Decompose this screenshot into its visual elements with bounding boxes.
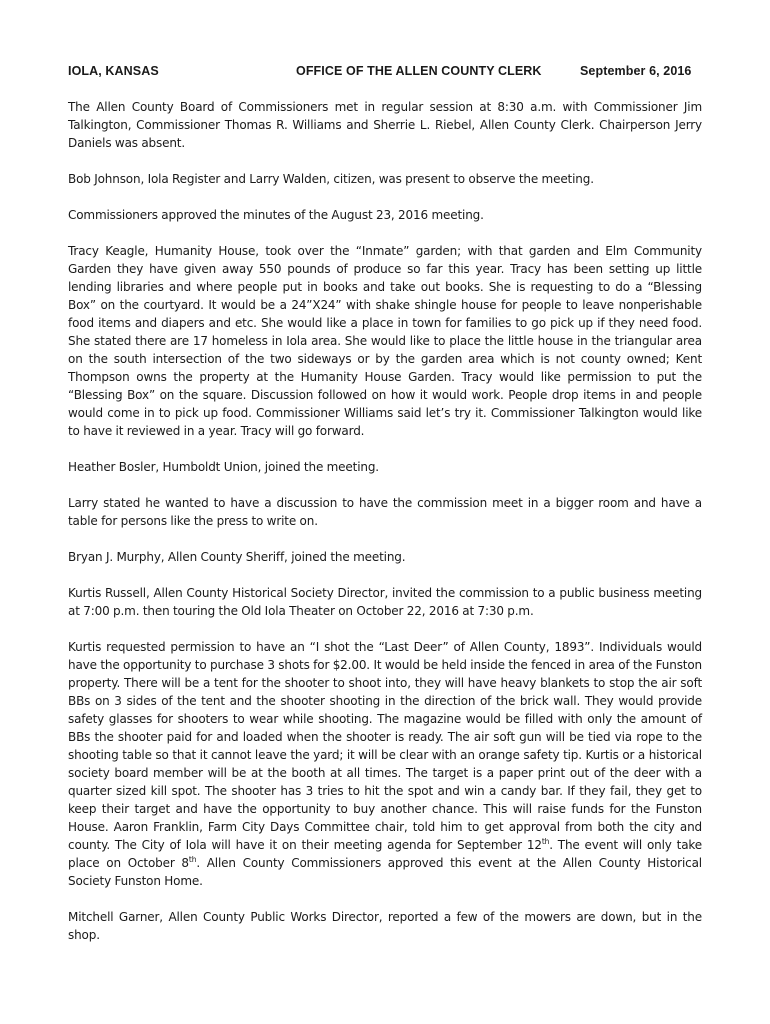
paragraph-bigger-room: Larry stated he wanted to have a discussion to have the commission meet in a bigger room and have a table for persons like the press to write on. (68, 496, 702, 528)
last-deer-text-a: Kurtis requested permission to have an “I shot the “Last Deer” of Allen County, 1893”. Individuals would have the opportunity to purchase 3 shots for $2.00. It would be held inside the fenced in area of the Funston property. There will be a tent for the shooter to shoot into, they will have heavy blankets to stop the air soft BBs on 3 sides of the tent and the shooter shooting in the direction of the brick wall. They would provide safety glasses for shooters to wear while shooting. The magazine would be filled with only the amount of BBs the shooter paid for and loaded when the shooter is ready. The air soft gun will be tied via rope to the shooting table so that it cannot leave the yard; it will be clear with an orange safety tip. Kurtis or a historical society board member will be at the booth at all times. The target is a paper print out of the deer with a quarter sized kill spot. The shooter has 3 tries to hit the spot and win a candy bar. If they fail, they get to keep their target and have the opportunity to buy another chance. This will raise funds for the Funston House. Aaron Franklin, Farm City Days Committee chair, told him to get approval from both the city and county. The City of Iola will have it on their meeting agenda for September 12 (68, 640, 702, 852)
paragraph-humboldt-union: Heather Bosler, Humboldt Union, joined the meeting. (68, 460, 379, 474)
ordinal-suffix-8th: th (188, 855, 197, 864)
header-location: IOLA, KANSAS (68, 64, 159, 78)
ordinal-suffix-12th: th (541, 837, 550, 846)
paragraph-sheriff-joined: Bryan J. Murphy, Allen County Sheriff, joined the meeting. (68, 550, 406, 564)
header-office: OFFICE OF THE ALLEN COUNTY CLERK (296, 64, 542, 78)
paragraph-last-deer (68, 638, 702, 890)
paragraph-minutes-approval: Commissioners approved the minutes of the August 23, 2016 meeting. (68, 208, 484, 222)
paragraph-session-opening: The Allen County Board of Commissioners met in regular session at 8:30 a.m. with Commissioner Jim Talkington, Commissioner Thomas R. Williams and Sherrie L. Riebel, Allen County Clerk. Chairperson Jerry Daniels was absent. (68, 100, 702, 150)
header-date: September 6, 2016 (580, 64, 692, 78)
paragraph-historical-society: Kurtis Russell, Allen County Historical Society Director, invited the commission to a public business meeting at 7:00 p.m. then touring the Old Iola Theater on October 22, 2016 at 7:30 p.m. (68, 586, 702, 618)
last-deer-text-c: . Allen County Commissioners approved this event at the Allen County Historical Society Funston Home. (68, 856, 702, 888)
document-header (68, 64, 702, 84)
paragraph-humanity-house: Tracy Keagle, Humanity House, took over the “Inmate” garden; with that garden and Elm Community Garden they have given away 550 pounds of produce so far this year. Tracy has been setting up little lending libraries and where people put in books and take out books. She is requesting to do a “Blessing Box” on the courtyard. It would be a 24”X24” with shake shingle house for people to leave nonperishable food items and diapers and etc. She would like a place in town for families to go pick up if they need food. She stated there are 17 homeless in Iola area. She would like to place the little house in the triangular area on the south intersection of the two sideways or by the garden area which is not county owned; Kent Thompson owns the property at the Humanity House Garden. Tracy would like permission to put the “Blessing Box” on the square. Discussion followed on how it would work. People drop items in and people would come in to pick up food. Commissioner Williams said let’s try it. Commissioner Talkington would like to have it reviewed in a year. Tracy will go forward. (68, 244, 702, 438)
document-page (68, 64, 702, 962)
last-deer-text-b: . The event will only take place on October 8 (68, 838, 702, 870)
paragraph-observers: Bob Johnson, Iola Register and Larry Walden, citizen, was present to observe the meeting. (68, 172, 594, 186)
paragraph-public-works: Mitchell Garner, Allen County Public Works Director, reported a few of the mowers are down, but in the shop. (68, 910, 702, 942)
